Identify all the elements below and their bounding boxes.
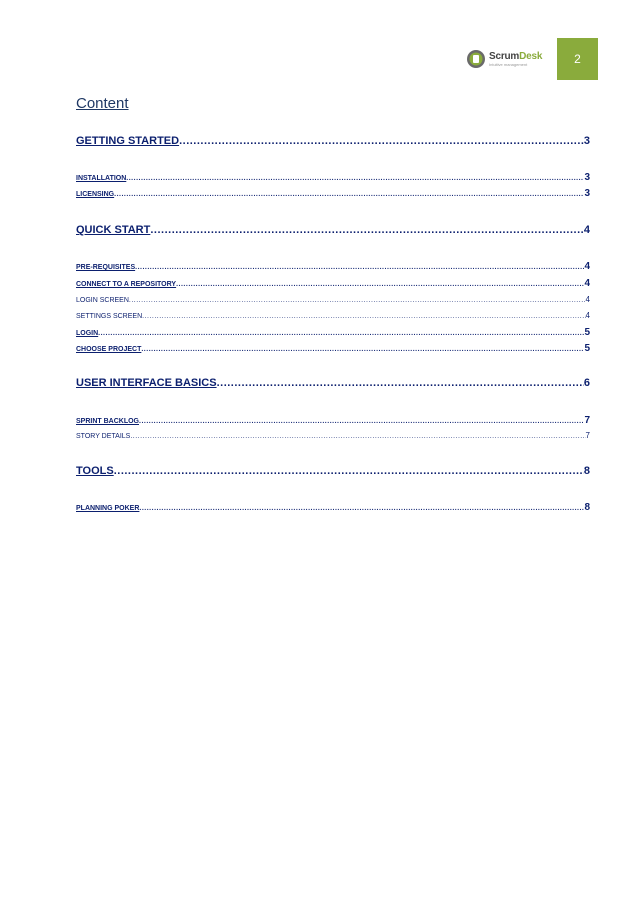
toc-leader-dots [139, 418, 584, 425]
toc-entry-page: 6 [583, 377, 590, 389]
toc-entry[interactable] [76, 224, 590, 236]
toc-entry-page: 7 [584, 415, 590, 426]
toc-leader-dots [98, 330, 584, 337]
toc-entry-page: 7 [585, 431, 590, 440]
toc-entry[interactable] [76, 377, 590, 389]
toc-entry[interactable] [76, 188, 590, 199]
toc-entry-page: 3 [583, 135, 590, 147]
toc-leader-dots [142, 313, 585, 320]
logo-brand-part1: Scrum [489, 50, 520, 62]
toc-entry-page: 3 [584, 188, 590, 199]
toc-entry-page: 5 [584, 327, 590, 338]
toc-entry-page: 4 [584, 278, 590, 289]
scrumdesk-logo [466, 48, 550, 70]
toc-entry[interactable] [76, 327, 590, 338]
toc-leader-dots [150, 224, 584, 236]
toc-entry-page: 4 [584, 261, 590, 272]
toc-leader-dots [114, 465, 584, 477]
toc-leader-dots [130, 433, 585, 440]
toc-leader-dots [135, 264, 584, 271]
toc-entry-label: GETTING STARTED [76, 135, 180, 147]
toc-entry[interactable] [76, 431, 590, 440]
toc-entry-page: 5 [584, 343, 590, 354]
toc-entry-label: LOGIN [76, 330, 99, 337]
page-number: 2 [574, 52, 581, 66]
toc-leader-dots [114, 191, 584, 198]
toc-entry[interactable] [76, 502, 590, 513]
toc-entry-label: LICENSING [76, 191, 115, 198]
toc-entry[interactable] [76, 311, 590, 320]
toc-entry-label: SPRINT BACKLOG [76, 418, 139, 425]
toc-entry-label: STORY DETAILS [76, 433, 131, 440]
toc-entry-label: PRE-REQUISITES [76, 264, 136, 271]
toc-heading: Content [76, 95, 129, 112]
toc-entry-label: USER INTERFACE BASICS [76, 377, 217, 389]
toc-leader-dots [129, 297, 586, 304]
toc-entry[interactable] [76, 261, 590, 272]
toc-entry-page: 8 [584, 502, 590, 513]
toc-entry-label: LOGIN SCREEN [76, 297, 129, 304]
toc-entry[interactable] [76, 295, 590, 304]
toc-entry-label: CHOOSE PROJECT [76, 346, 142, 353]
toc-entry[interactable] [76, 172, 590, 183]
toc-leader-dots [179, 135, 584, 147]
toc-leader-dots [176, 281, 584, 288]
toc-entry[interactable] [76, 278, 590, 289]
toc-entry-label: CONNECT TO A REPOSITORY [76, 281, 177, 288]
toc-leader-dots [217, 377, 584, 389]
toc-entry[interactable] [76, 415, 590, 426]
toc-leader-dots [126, 175, 584, 182]
toc-entry-label: SETTINGS SCREEN [76, 313, 143, 320]
scrumdesk-logo-icon [466, 49, 486, 69]
toc-entry[interactable] [76, 465, 590, 477]
toc-entry-page: 4 [585, 311, 590, 320]
toc-entry-label: INSTALLATION [76, 175, 127, 182]
toc-leader-dots [139, 505, 584, 512]
page-number-badge [557, 38, 598, 80]
toc-entry-label: QUICK START [76, 224, 151, 236]
logo-tagline: Intuitive management [489, 61, 528, 67]
toc-entry-label: PLANNING POKER [76, 505, 140, 512]
toc-entry-page: 4 [585, 295, 590, 304]
toc-entry[interactable] [76, 343, 590, 354]
toc-leader-dots [141, 346, 584, 353]
toc-entry-page: 3 [584, 172, 590, 183]
toc-entry[interactable] [76, 135, 590, 147]
toc-entry-page: 4 [583, 224, 590, 236]
toc-entry-label: TOOLS [76, 465, 114, 477]
logo-brand-part2: Desk [519, 50, 543, 62]
toc-entry-page: 8 [583, 465, 590, 477]
